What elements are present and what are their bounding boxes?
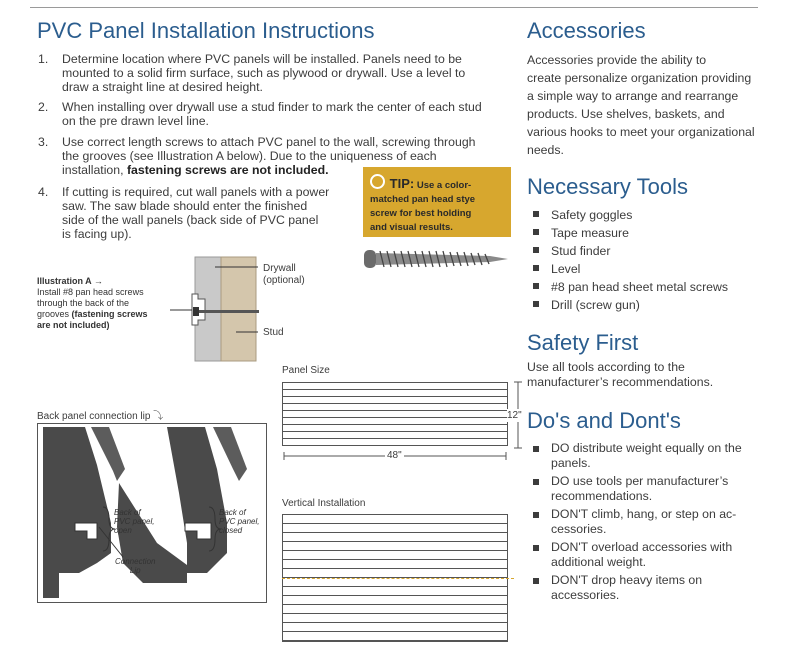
safety-text bbox=[527, 360, 789, 390]
stud-label: Stud bbox=[263, 327, 284, 338]
list-item-line: panels. bbox=[551, 456, 591, 470]
back-panel-title: Back panel connection lip ⤵ bbox=[37, 411, 164, 422]
caption-bold: (fastening screws bbox=[71, 309, 148, 319]
step-number: 1. bbox=[38, 52, 49, 66]
accessories-line: create personalize organization providing bbox=[527, 71, 752, 85]
step-line: mounted to a solid firm surface, such as plywood or drywall. Use a level to bbox=[62, 66, 466, 80]
width-label: 48" bbox=[387, 450, 402, 461]
dos-title: Do's and Dont's bbox=[527, 408, 681, 433]
list-item-line: DON'T climb, hang, or step on ac- bbox=[551, 507, 737, 521]
step-line: side of the wall panels (back side of PVC panel bbox=[62, 213, 319, 227]
top-rule bbox=[30, 7, 758, 8]
lip-label-line: Connection bbox=[115, 557, 156, 566]
list-item bbox=[527, 540, 789, 570]
caption-line: through the back of the bbox=[37, 298, 130, 308]
list-item: Level bbox=[527, 260, 789, 278]
closed-label-line: PVC panel, bbox=[219, 517, 260, 526]
drywall-label-text: Drywall bbox=[263, 263, 296, 274]
step-line: Use correct length screws to attach PVC panel to the wall, screwing through bbox=[62, 135, 476, 149]
step-number: 2. bbox=[38, 100, 49, 114]
list-item: Drill (screw gun) bbox=[527, 296, 789, 314]
step-number: 3. bbox=[38, 135, 49, 149]
level-line bbox=[282, 578, 514, 579]
open-label bbox=[114, 508, 154, 535]
dos-list bbox=[527, 441, 789, 603]
list-item-line: DON'T drop heavy items on bbox=[551, 573, 703, 587]
caption-bold: are not included) bbox=[37, 320, 110, 330]
open-label-line: open bbox=[114, 526, 132, 535]
safety-line: Use all tools according to the bbox=[527, 360, 685, 374]
list-item-line: DO distribute weight equally on the bbox=[551, 441, 742, 455]
step-line: If cutting is required, cut wall panels with a power bbox=[62, 185, 330, 199]
list-item-line: recommendations. bbox=[551, 489, 653, 503]
tools-list bbox=[527, 206, 789, 314]
stud-layer bbox=[221, 257, 256, 361]
safety-title: Safety First bbox=[527, 330, 639, 355]
accessories-line: needs. bbox=[527, 143, 564, 157]
step-line: When installing over drywall use a stud finder to mark the center of each stud bbox=[62, 100, 482, 114]
closed-label-line: closed bbox=[219, 526, 243, 535]
open-label-line: PVC panel, bbox=[114, 517, 155, 526]
tip-text: screw for best holding bbox=[370, 208, 472, 219]
panel-size-diagram bbox=[282, 382, 508, 446]
wall-cross-section bbox=[170, 254, 260, 362]
lip-label-line: Lip bbox=[129, 566, 141, 575]
accessories-line: Accessories provide the ability to bbox=[527, 53, 707, 67]
step-4 bbox=[38, 185, 358, 243]
screw-body-section bbox=[199, 310, 259, 313]
list-item: Stud finder bbox=[527, 242, 789, 260]
accessories-line: products. Use shelves, baskets, and bbox=[527, 107, 725, 121]
screw-head-section bbox=[193, 307, 199, 316]
drywall-label-sub: (optional) bbox=[263, 275, 305, 286]
tip-label: TIP: bbox=[389, 176, 415, 191]
lightbulb-icon bbox=[370, 174, 385, 189]
screw-illustration bbox=[362, 246, 510, 272]
list-item-line: DON'T overload accessories with bbox=[551, 540, 733, 554]
vertical-title: Vertical Installation bbox=[282, 498, 366, 509]
tools-title: Necessary Tools bbox=[527, 174, 688, 199]
step-1 bbox=[38, 52, 508, 96]
screw-head bbox=[364, 250, 376, 268]
list-item bbox=[527, 474, 789, 504]
height-label: 12" bbox=[507, 410, 522, 421]
step-line: saw. The saw blade should enter the finished bbox=[62, 199, 308, 213]
drywall-label bbox=[263, 263, 305, 287]
list-item-line: additional weight. bbox=[551, 555, 647, 569]
open-label-line: Back of bbox=[114, 508, 141, 517]
tip-text: matched pan head stye bbox=[370, 194, 476, 205]
caption-line: Install #8 pan head screws bbox=[37, 287, 144, 297]
list-item: Safety goggles bbox=[527, 206, 789, 224]
step-line: on the pre drawn level line. bbox=[62, 114, 209, 128]
tip-text: Use a color- bbox=[416, 180, 472, 191]
caption-line: grooves bbox=[37, 309, 72, 319]
step-line: draw a straight line at desired height. bbox=[62, 80, 263, 94]
step-line: is facing up). bbox=[62, 227, 132, 241]
list-item bbox=[527, 507, 789, 537]
illustration-a-caption bbox=[37, 276, 187, 331]
step-line: Determine location where PVC panels will be installed. Panels need to be bbox=[62, 52, 462, 66]
step-bold-note: fastening screws are not included. bbox=[126, 163, 329, 177]
list-item bbox=[527, 441, 789, 471]
closed-label bbox=[219, 508, 259, 535]
lip-label bbox=[115, 557, 155, 575]
step-2 bbox=[38, 100, 508, 130]
list-item-line: DO use tools per manufacturer’s bbox=[551, 474, 729, 488]
list-item: #8 pan head sheet metal screws bbox=[527, 278, 789, 296]
step-number: 4. bbox=[38, 185, 49, 199]
list-item-line: cessories. bbox=[551, 522, 607, 536]
step-line: the grooves (see Illustration A below). Due to the uniqueness of each bbox=[62, 149, 437, 163]
list-item: Tape measure bbox=[527, 224, 789, 242]
closed-label-line: Back of bbox=[219, 508, 246, 517]
page-title: PVC Panel Installation Instructions bbox=[37, 18, 375, 43]
illustration-a-title: Illustration A → bbox=[37, 276, 103, 286]
safety-line: manufacturer’s recommendations. bbox=[527, 375, 714, 389]
accessories-line: various hooks to meet your organizational bbox=[527, 125, 755, 139]
step-line: installation, bbox=[62, 163, 127, 177]
panel-size-title: Panel Size bbox=[282, 365, 330, 376]
accessories-title: Accessories bbox=[527, 18, 646, 43]
list-item bbox=[527, 573, 789, 603]
list-item-line: accessories. bbox=[551, 588, 620, 602]
tip-text: and visual results. bbox=[370, 222, 453, 233]
tip-box bbox=[363, 167, 511, 237]
accessories-text bbox=[527, 51, 789, 159]
accessories-line: a simple way to arrange and rearrange bbox=[527, 89, 739, 103]
